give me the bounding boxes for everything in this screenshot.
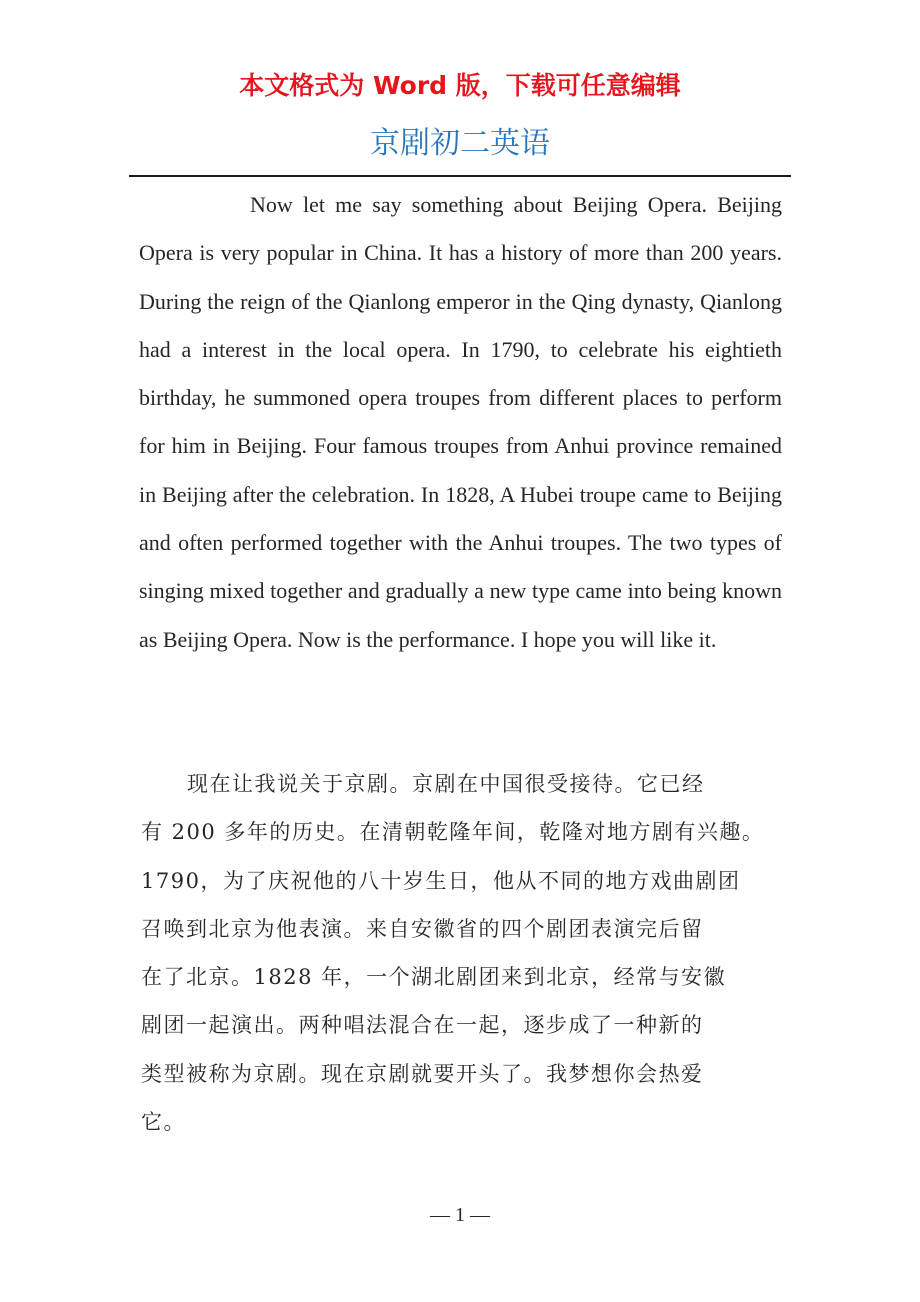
- chinese-line: 在了北京。1828 年，一个湖北剧团来到北京，经常与安徽: [141, 965, 727, 990]
- chinese-line: 1790，为了庆祝他的八十岁生日，他从不同的地方戏曲剧团: [141, 868, 741, 893]
- chinese-line: 它。: [141, 1110, 186, 1135]
- chinese-line: 类型被称为京剧。现在京剧就要开头了。我梦想你会热爱: [141, 1061, 704, 1086]
- english-paragraph: Now let me say something about Beijing Opera. Beijing Opera is very popular in China. It has a history of more than 200 years. During the reign of the Qianlong emperor in the Qing dynasty, Qianlong had a interest in the local opera. In 1790, to celebrate his eightieth birthday, he summoned opera troupes from different places to perform for him in Beijing. Four famous troupes from Anhui province remained in Beijing after the celebration. In 1828, A Hubei troupe came to Beijing and often performed together with the Anhui troupes. The two types of singing mixed together and gradually a new type came into being known as Beijing Opera. Now is the performance. I hope you will like it.: [139, 192, 782, 652]
- chinese-line: 有 200 多年的历史。在清朝乾隆年间，乾隆对地方剧有兴趣。: [141, 820, 765, 845]
- chinese-line: 现在让我说关于京剧。京剧在中国很受接待。它已经: [187, 772, 705, 796]
- chinese-paragraph: [141, 760, 781, 1146]
- chinese-line: 剧团一起演出。两种唱法混合在一起，逐步成了一种新的: [141, 1013, 704, 1038]
- page-number: — 1 —: [430, 1204, 490, 1226]
- download-notice: 本文格式为 Word 版，下载可任意编辑: [239, 71, 681, 100]
- title-divider: [129, 175, 791, 177]
- chinese-line: 召唤到北京为他表演。来自安徽省的四个剧团表演完后留: [141, 916, 704, 941]
- document-title: 京剧初二英语: [370, 126, 550, 161]
